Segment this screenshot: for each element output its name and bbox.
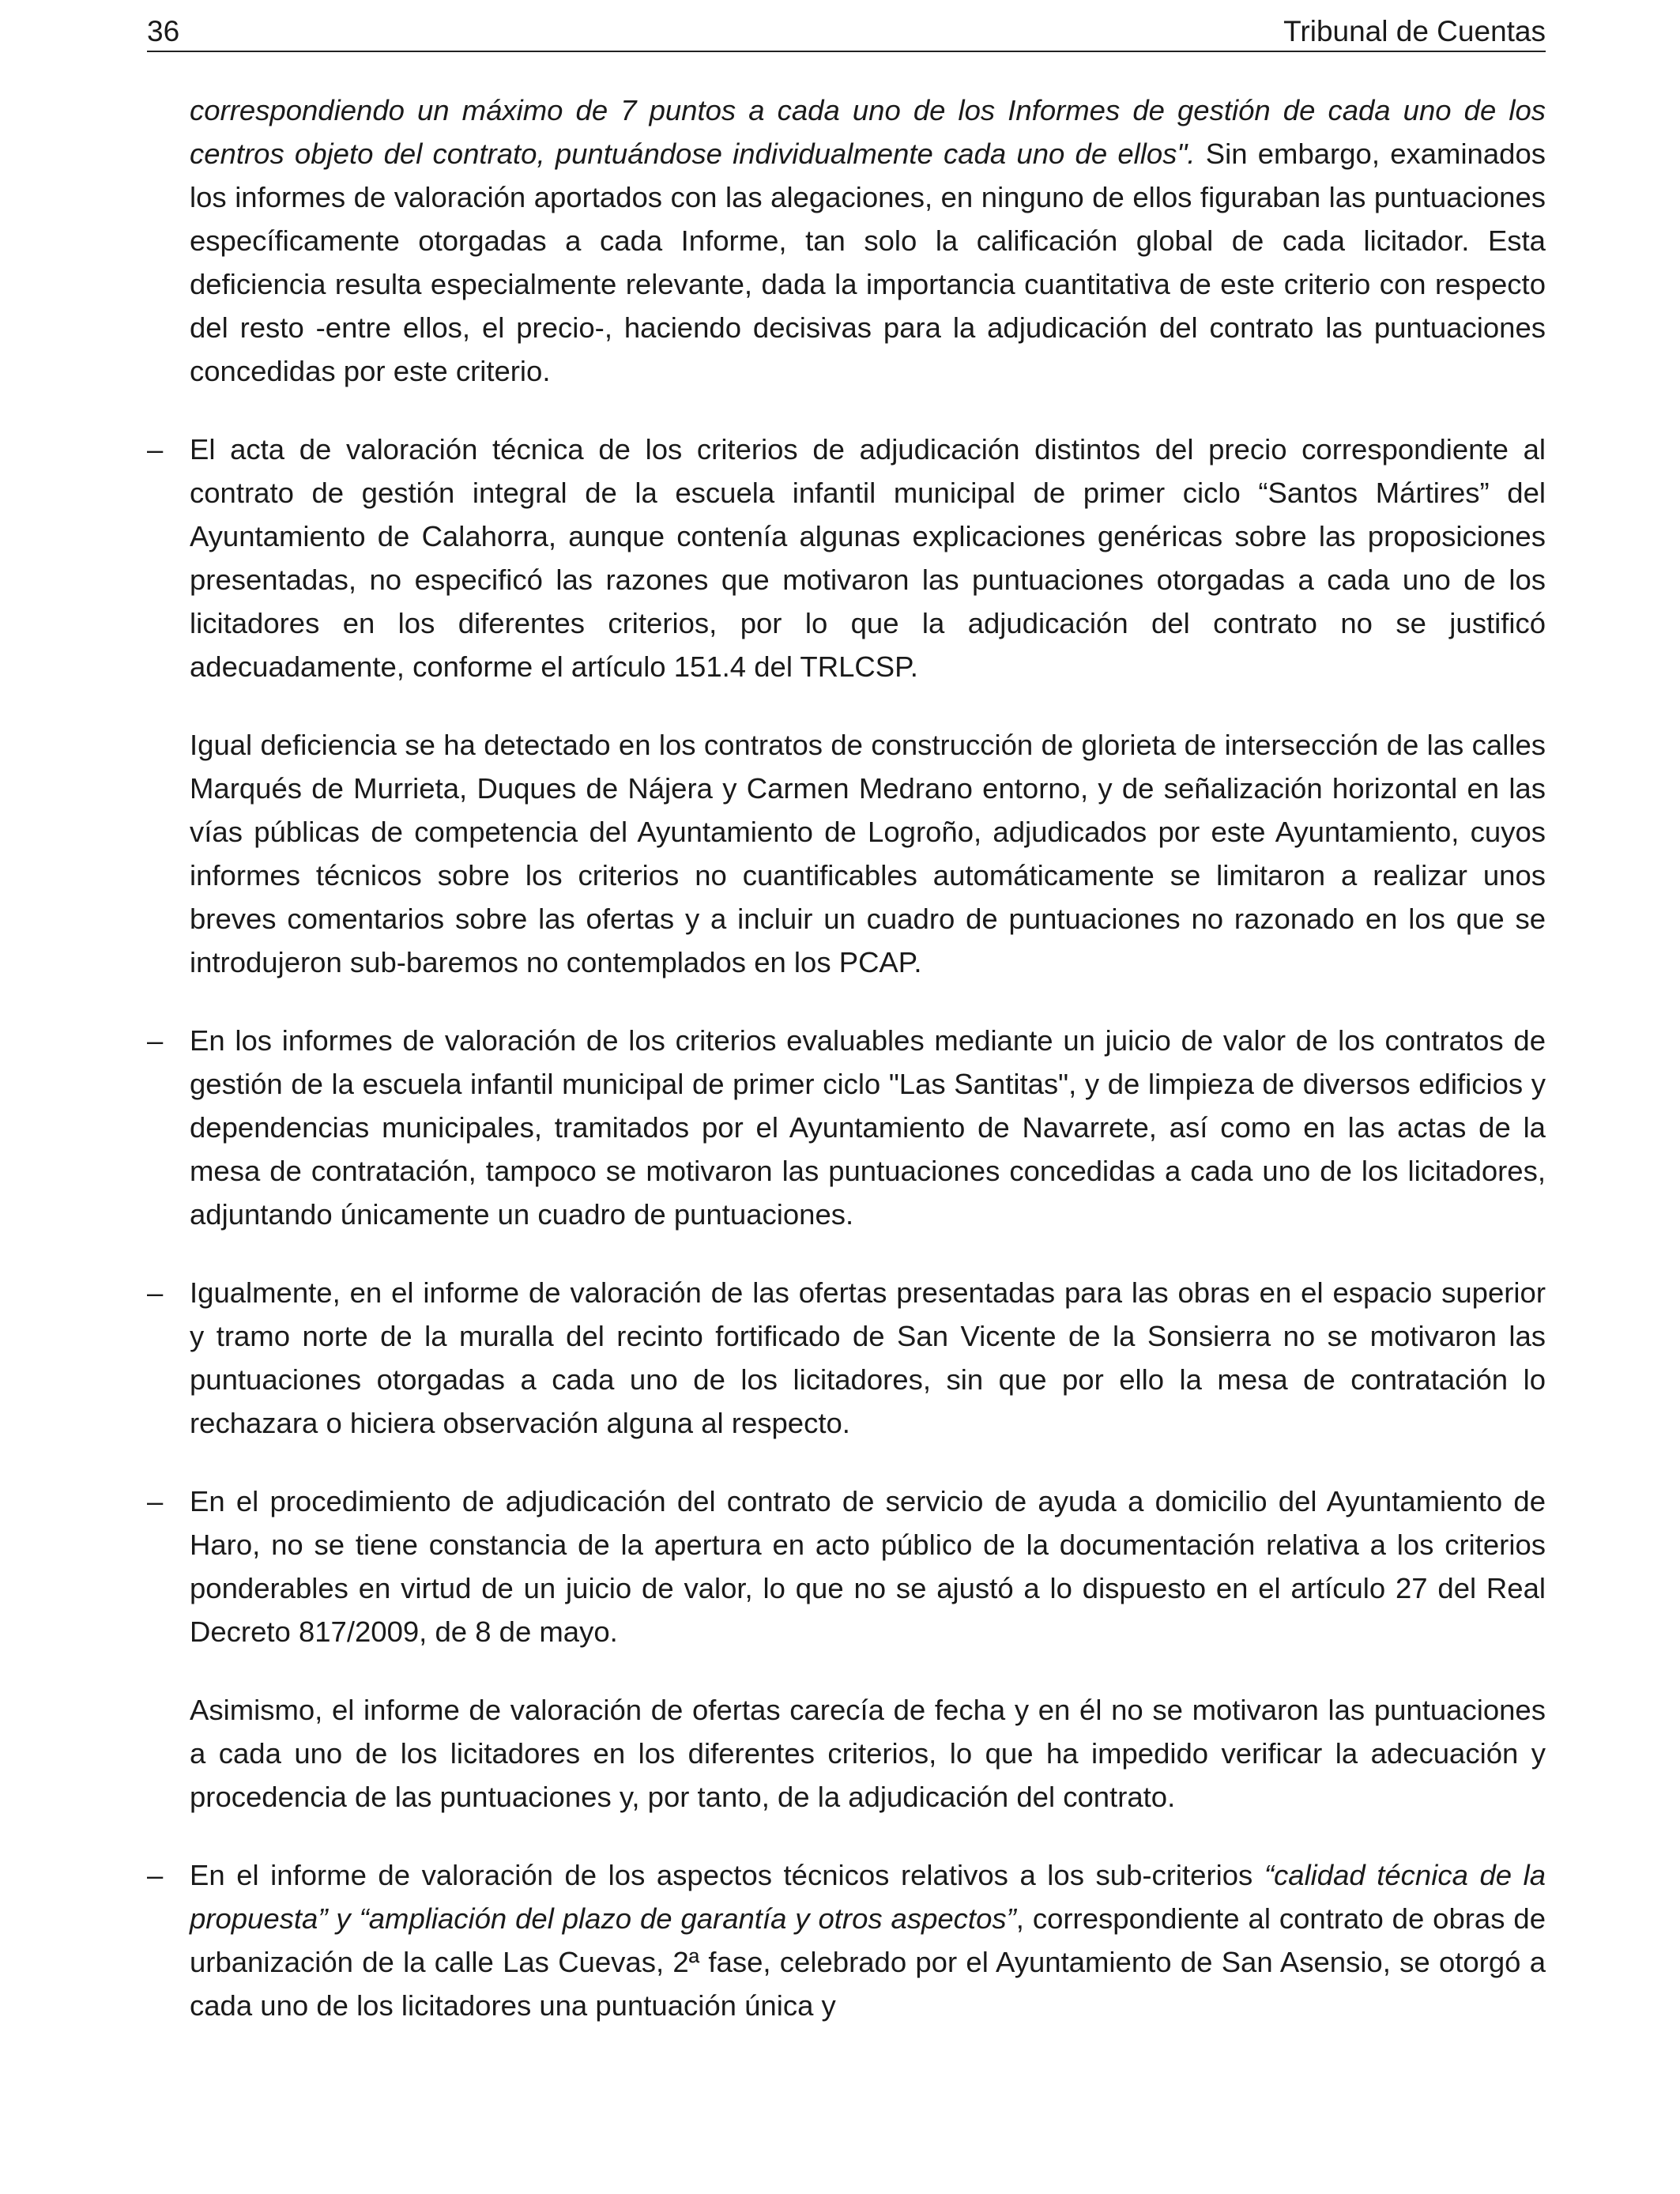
list-item-text: Igualmente, en el informe de valoración de las ofertas presentadas para las obras en el espacio superior y tramo norte de la muralla del recinto fortificado de San Vicente de la Sonsierra no se motivaron las puntuaciones otorgadas a cada uno de los licitadores, sin que por ello la mesa de contratación lo rechazara o hiciera observación alguna al respecto. (190, 1276, 1546, 1439)
bullet-dash: – (147, 1485, 164, 1517)
list-item-text: El acta de valoración técnica de los criterios de adjudicación distintos del precio correspondiente al contrato de gestión integral de la escuela infantil municipal de primer ciclo “Santos Mártires” del Ayuntamiento de Calahorra, aunque contenía algunas explicaciones genéricas sobre las proposiciones presentadas, no especificó las razones que motivaron las puntuaciones otorgadas a cada uno de los licitadores en los diferentes criterios, por lo que la adjudicación del contrato no se justificó adecuadamente, conforme el artículo 151.4 del TRLCSP. (190, 433, 1546, 683)
quoted-criterion-text: correspondiendo un máximo de 7 puntos a cada uno de los Informes de gestión de cada uno de los centros objeto del contrato, puntuándose individualmente cada uno de ellos". (190, 94, 1546, 170)
bullet-dash: – (147, 433, 164, 466)
bullet-dash: – (147, 1859, 164, 1891)
paragraph-text: Sin embargo, examinados los informes de valoración aportados con las alegaciones, en ninguno de ellos figuraban las puntuaciones específicamente otorgadas a cada Informe, tan solo la calificación global de cada licitador. Esta deficiencia resulta especialmente relevante, dada la importancia cuantitativa de este criterio con respecto del resto -entre ellos, el precio-, haciendo decisivas para la adjudicación del contrato las puntuaciones concedidas por este criterio. (190, 138, 1546, 387)
list-item-text (190, 1853, 1546, 2027)
list-item (147, 428, 1546, 688)
list-item (147, 1271, 1546, 1445)
page-number: 36 (147, 15, 180, 47)
list-item (147, 1853, 1546, 2027)
publisher-name: Tribunal de Cuentas (1283, 15, 1546, 47)
document-body (147, 89, 1546, 2062)
bullet-dash: – (147, 1276, 164, 1309)
list-item (147, 1480, 1546, 1653)
list-item-text: En el procedimiento de adjudicación del contrato de servicio de ayuda a domicilio del Ayuntamiento de Haro, no se tiene constancia de la apertura en acto público de la documentación relativa a los criterios ponderables en virtud de un juicio de valor, lo que no se ajustó a lo dispuesto en el artículo 27 del Real Decreto 817/2009, de 8 de mayo. (190, 1485, 1546, 1648)
paragraph: Igual deficiencia se ha detectado en los contratos de construcción de glorieta de intersección de las calles Marqués de Murrieta, Duques de Nájera y Carmen Medrano entorno, y de señalización horizontal en las vías públicas de competencia del Ayuntamiento de Logroño, adjudicados por este Ayuntamiento, cuyos informes técnicos sobre los criterios no cuantificables automáticamente se limitaron a realizar unos breves comentarios sobre las ofertas y a incluir un cuadro de puntuaciones no razonado en los que se introdujeron sub-baremos no contemplados en los PCAP. (190, 729, 1546, 978)
paragraph: Asimismo, el informe de valoración de ofertas carecía de fecha y en él no se motivaron las puntuaciones a cada uno de los licitadores en los diferentes criterios, lo que ha impedido verificar la adecuación y procedencia de las puntuaciones y, por tanto, de la adjudicación del contrato. (190, 1694, 1546, 1813)
list-item (147, 1019, 1546, 1236)
bullet-dash: – (147, 1024, 164, 1057)
list-item-lead: En el informe de valoración de los aspectos técnicos relativos a los sub-criterios (190, 1859, 1264, 1891)
page-header (147, 9, 1546, 52)
quoted-subcriteria: “calidad técnica de la propuesta” y “ampliación del plazo de garantía y otros aspectos” (190, 1859, 1546, 1935)
list-item-tail: , correspondiente al contrato de obras de urbanización de la calle Las Cuevas, 2ª fase, celebrado por el Ayuntamiento de San Asensio, se otorgó a cada uno de los licitadores una puntuación única y (190, 1902, 1546, 2022)
list-item-text: En los informes de valoración de los criterios evaluables mediante un juicio de valor de los contratos de gestión de la escuela infantil municipal de primer ciclo "Las Santitas", y de limpieza de diversos edificios y dependencias municipales, tramitados por el Ayuntamiento de Navarrete, así como en las actas de la mesa de contratación, tampoco se motivaron las puntuaciones concedidas a cada uno de los licitadores, adjuntando únicamente un cuadro de puntuaciones. (190, 1024, 1546, 1231)
continuation-paragraph (190, 89, 1546, 393)
